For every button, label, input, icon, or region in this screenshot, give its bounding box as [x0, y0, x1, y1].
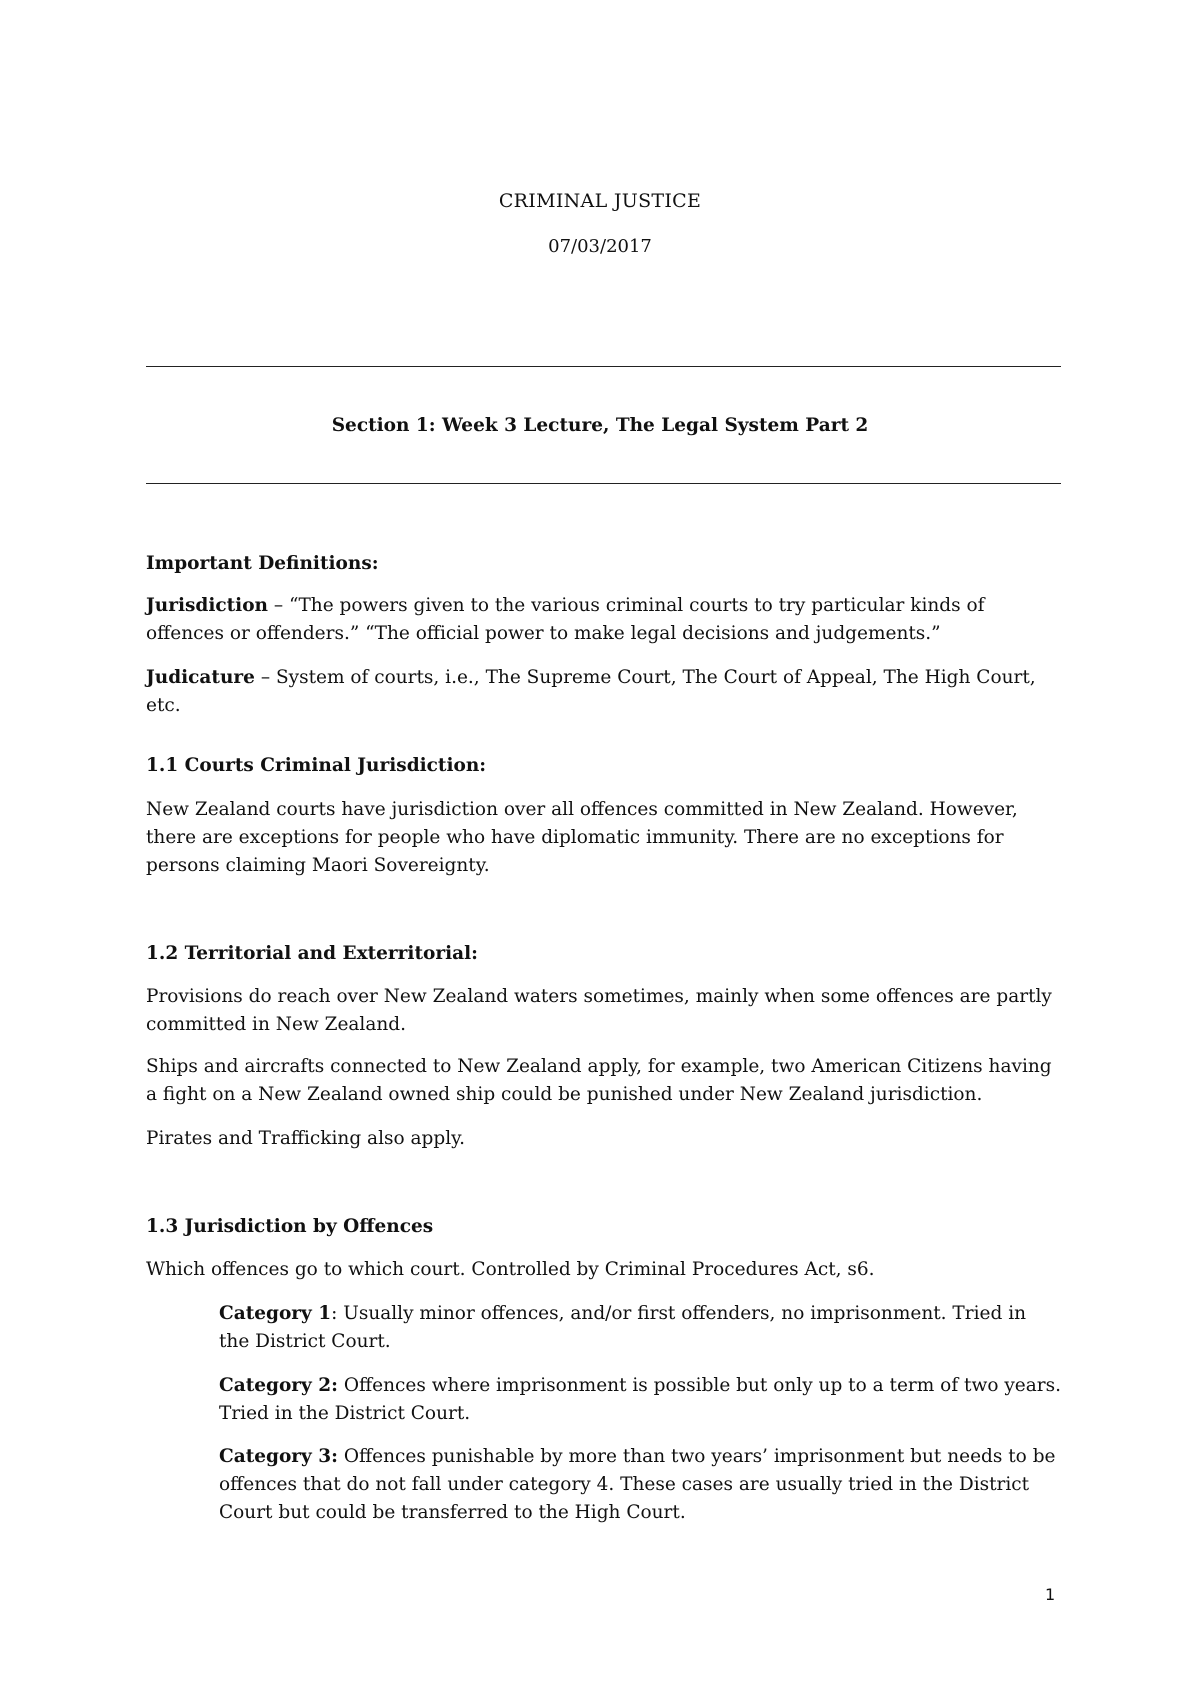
- section-heading: Section 1: Week 3 Lecture, The Legal System Part 2: [331, 415, 869, 436]
- section-1-3-text: Which offences go to which court. Controlled by Criminal Procedures Act, s6.: [146, 1259, 875, 1280]
- category-text: Offences punishable by more than two years’ imprisonment but needs to be offences that do not fall under category 4. These cases are usually tried in the District Court but could be transferred to the High Court.: [219, 1446, 1056, 1523]
- definitions-heading: Important Definitions:: [146, 553, 379, 574]
- section-1-1-text: New Zealand courts have jurisdiction over all offences committed in New Zealand. However, there are exceptions for people who have diplomatic immunity. There are no exceptions for persons claiming Maori Sovereignty.: [146, 799, 1018, 876]
- definition-term: Jurisdiction: [146, 595, 268, 616]
- definition-judicature: [146, 664, 1061, 720]
- category-text: : Usually minor offences, and/or first offenders, no imprisonment. Tried in the District Court.: [219, 1303, 1027, 1352]
- section-1-2-heading: 1.2 Territorial and Exterritorial:: [146, 943, 478, 964]
- category-label: Category 2:: [219, 1375, 338, 1396]
- definition-term: Judicature: [146, 667, 255, 688]
- definition-text: – “The powers given to the various criminal courts to try particular kinds of offences or offenders.” “The official power to make legal decisions and judgements.”: [146, 595, 985, 644]
- definition-text: – System of courts, i.e., The Supreme Court, The Court of Appeal, The High Court, etc.: [146, 667, 1036, 716]
- category-label: Category 3:: [219, 1446, 338, 1467]
- category-2-item: [219, 1372, 1061, 1428]
- category-1-item: [219, 1300, 1061, 1356]
- section-1-3-heading: 1.3 Jurisdiction by Offences: [146, 1216, 434, 1237]
- definition-jurisdiction: [146, 592, 1061, 648]
- horizontal-rule-bottom: [146, 483, 1061, 484]
- section-1-1-heading: 1.1 Courts Criminal Jurisdiction:: [146, 755, 487, 776]
- horizontal-rule-top: [146, 366, 1061, 367]
- page-number: 1: [1045, 1585, 1056, 1604]
- category-label: Category 1: [219, 1303, 332, 1324]
- section-1-2-paragraph: Pirates and Trafficking also apply.: [146, 1128, 466, 1149]
- section-1-2-paragraph: Provisions do reach over New Zealand waters sometimes, mainly when some offences are partly committed in New Zealand.: [146, 986, 1052, 1035]
- category-text: Offences where imprisonment is possible but only up to a term of two years. Tried in the District Court.: [219, 1375, 1061, 1424]
- document-title: CRIMINAL JUSTICE: [498, 190, 702, 212]
- document-date: 07/03/2017: [548, 236, 652, 257]
- category-3-item: [219, 1443, 1061, 1527]
- section-1-2-paragraph: Ships and aircrafts connected to New Zealand apply, for example, two American Citizens having a fight on a New Zealand owned ship could be punished under New Zealand jurisdiction.: [146, 1056, 1052, 1105]
